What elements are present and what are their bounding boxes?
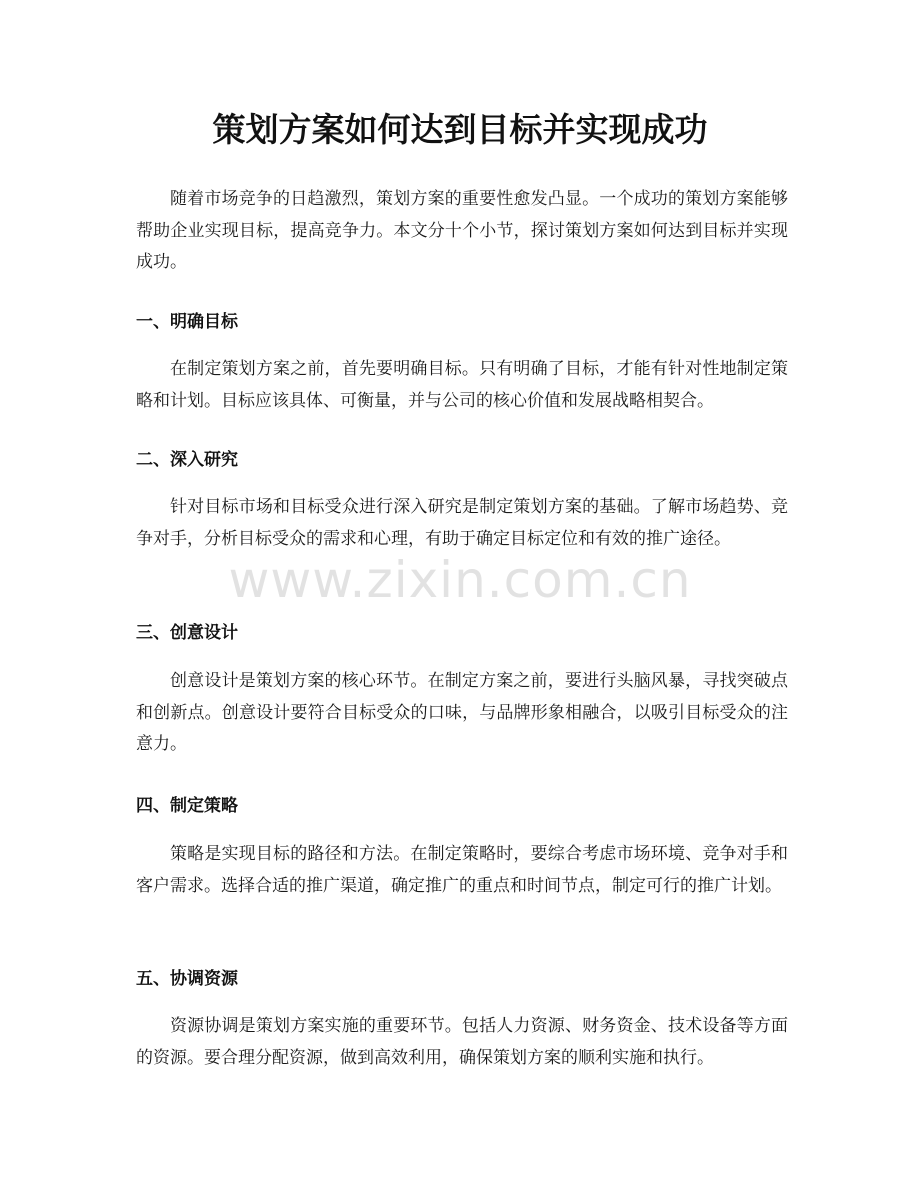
section-body-4: 策略是实现目标的路径和方法。在制定策略时，要综合考虑市场环境、竞争对手和客户需求。选择合适的推广渠道，确定推广的重点和时间节点，制定可行的推广计划。 xyxy=(136,844,788,896)
section-heading-2: 二、深入研究 xyxy=(136,450,238,470)
section-heading-1: 一、明确目标 xyxy=(136,312,238,332)
section-heading-3: 三、创意设计 xyxy=(136,623,238,643)
section-heading-5: 五、协调资源 xyxy=(136,969,238,989)
intro-paragraph: 随着市场竞争的日趋激烈，策划方案的重要性愈发凸显。一个成功的策划方案能够帮助企业实现目标，提高竞争力。本文分十个小节，探讨策划方案如何达到目标并实现成功。 xyxy=(136,189,788,272)
document-title: 策划方案如何达到目标并实现成功 xyxy=(212,110,708,149)
section-body-2: 针对目标市场和目标受众进行深入研究是制定策划方案的基础。了解市场趋势、竞争对手，分析目标受众的需求和心理，有助于确定目标定位和有效的推广途径。 xyxy=(136,497,788,549)
section-heading-4: 四、制定策略 xyxy=(136,796,238,816)
section-body-5: 资源协调是策划方案实施的重要环节。包括人力资源、财务资金、技术设备等方面的资源。要合理分配资源，做到高效利用，确保策划方案的顺利实施和执行。 xyxy=(136,1016,788,1068)
section-body-3: 创意设计是策划方案的核心环节。在制定方案之前，要进行头脑风暴，寻找突破点和创新点。创意设计要符合目标受众的口味，与品牌形象相融合，以吸引目标受众的注意力。 xyxy=(136,671,788,754)
watermark: www.zixin.com.cn xyxy=(228,551,692,609)
section-body-1: 在制定策划方案之前，首先要明确目标。只有明确了目标，才能有针对性地制定策略和计划。目标应该具体、可衡量，并与公司的核心价值和发展战略相契合。 xyxy=(136,359,788,411)
